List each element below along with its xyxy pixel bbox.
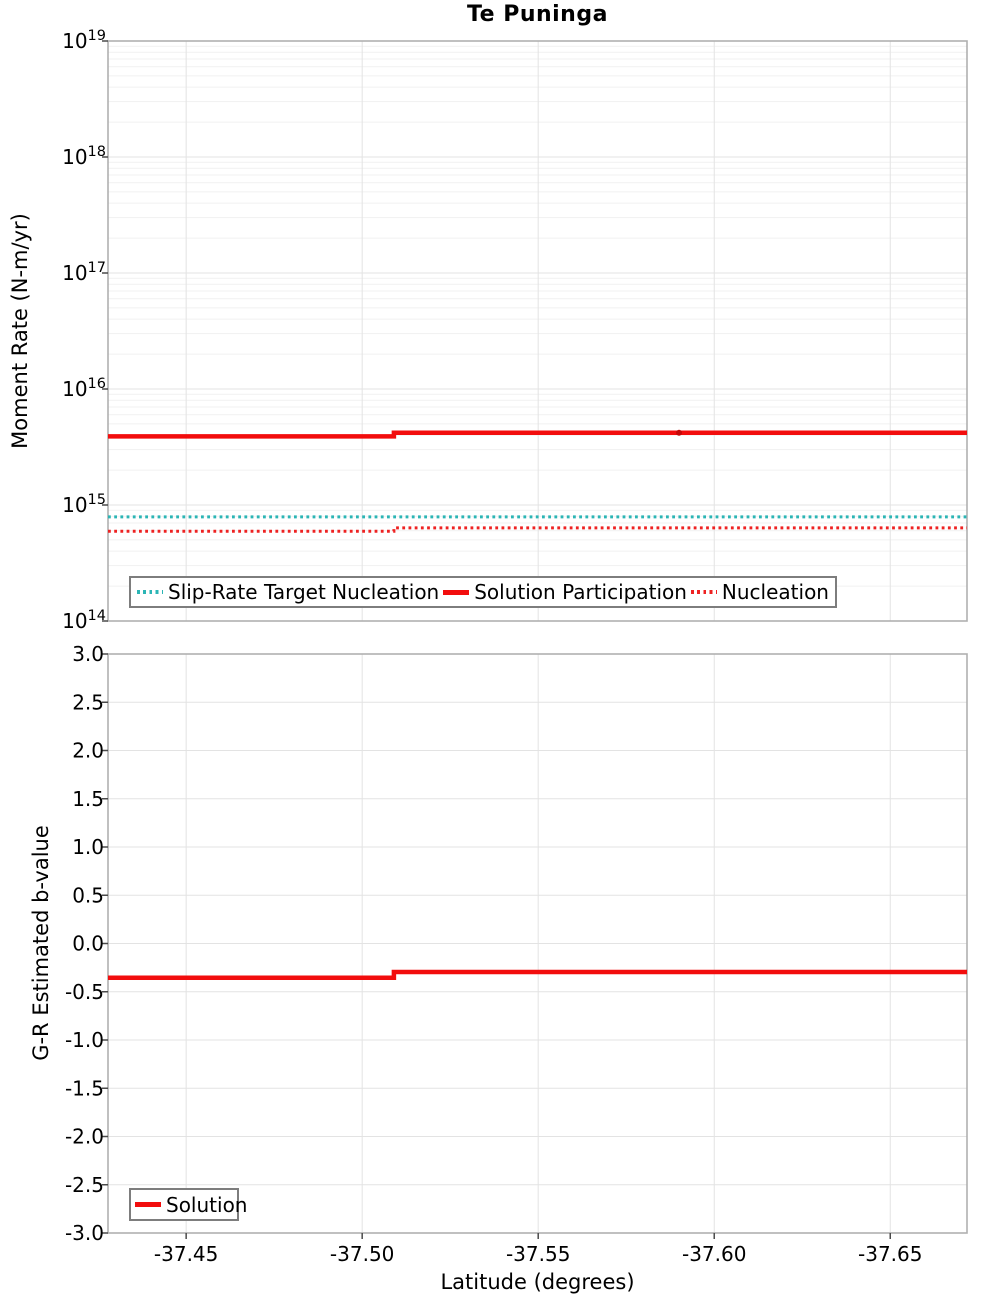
- legend-label: Solution: [166, 1192, 248, 1217]
- y-tick-label: -0.5: [64, 979, 104, 1004]
- chart-title: Te Puninga: [467, 2, 608, 27]
- y-tick-label: -2.5: [64, 1172, 104, 1197]
- legend-label: Solution Participation: [474, 580, 687, 604]
- y-tick-label: 1.0: [72, 835, 104, 859]
- y-tick-label: -1.5: [64, 1076, 104, 1101]
- y-tick-label-log: $10^{19}$: [62, 28, 106, 53]
- y-tick-label: 2.5: [72, 690, 104, 715]
- y-tick-label: -1.0: [64, 1028, 104, 1052]
- y-axis-title-b-value: G-R Estimated b-value: [29, 825, 53, 1061]
- x-tick-label: -37.45: [153, 1242, 219, 1266]
- x-axis-title-latitude: Latitude (degrees): [440, 1270, 635, 1294]
- y-tick-label-log: $10^{14}$: [62, 608, 106, 633]
- y-tick-label: 3.0: [72, 642, 104, 666]
- legend-item-solution: [135, 1193, 247, 1217]
- x-tick-label: -37.60: [681, 1242, 747, 1266]
- y-tick-label: -2.0: [64, 1124, 104, 1149]
- x-tick-label: -37.65: [858, 1242, 923, 1266]
- y-tick-label-log: $10^{17}$: [62, 260, 106, 285]
- legend-label: Nucleation: [721, 580, 829, 604]
- legend-top-panel: [129, 576, 837, 608]
- y-tick-label-log: $10^{15}$: [62, 492, 106, 517]
- y-tick-label: -3.0: [64, 1221, 104, 1245]
- legend-swatch-solid-red-icon: [443, 590, 469, 595]
- legend-item-nucleation: [691, 580, 829, 604]
- legend-swatch-solid-red-icon: [135, 1202, 161, 1207]
- legend-swatch-dotted-teal-icon: [137, 590, 163, 594]
- legend-swatch-dotted-red-icon: [691, 590, 717, 594]
- legend-label: Slip-Rate Target Nucleation: [168, 580, 440, 604]
- x-tick-label: -37.55: [505, 1242, 571, 1266]
- y-tick-label: 2.0: [72, 738, 104, 763]
- y-tick-label: 1.5: [72, 786, 104, 811]
- legend-item-slip-rate-target: [137, 580, 439, 604]
- y-tick-label-log: $10^{16}$: [62, 376, 106, 401]
- y-axis-title-moment-rate: Moment Rate (N-m/yr): [8, 213, 32, 449]
- series-line-solution: [108, 972, 967, 978]
- series-line-solution-participation: [108, 433, 967, 437]
- legend-item-solution-participation: [443, 580, 687, 604]
- panel-border: [108, 41, 967, 621]
- y-tick-label-log: $10^{18}$: [62, 144, 106, 169]
- legend-bottom-panel: [129, 1188, 248, 1221]
- y-tick-label: 0.5: [72, 883, 104, 908]
- y-tick-label: 0.0: [72, 931, 104, 956]
- series-marker: [676, 430, 682, 436]
- x-tick-label: -37.50: [329, 1242, 395, 1266]
